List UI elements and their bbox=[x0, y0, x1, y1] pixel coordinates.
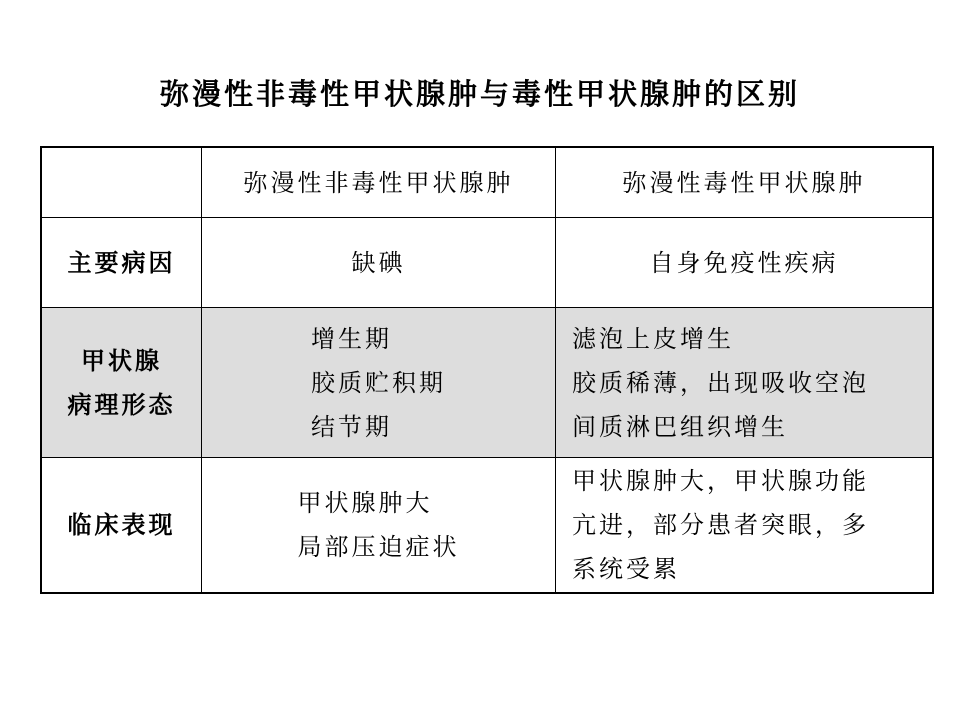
table-corner-cell bbox=[42, 148, 202, 218]
header-cell-nontoxic bbox=[202, 148, 556, 218]
cell-text: 间质淋巴组织增生 bbox=[572, 412, 788, 441]
cell-text: 甲状腺肿大 bbox=[297, 489, 433, 517]
cell-text: 自身免疫性疾病 bbox=[649, 248, 839, 277]
cell-text: 亢进，部分患者突眼，多 bbox=[572, 511, 869, 539]
page-title: 弥漫性非毒性甲状腺肿与毒性甲状腺肿的区别 bbox=[159, 77, 800, 111]
cell-cause-nontoxic bbox=[202, 218, 556, 308]
row-label-text: 临床表现 bbox=[67, 511, 176, 539]
header-label-toxic: 弥漫性毒性甲状腺肿 bbox=[622, 168, 866, 197]
cell-text: 滤泡上皮增生 bbox=[572, 324, 734, 353]
cell-text: 胶质贮积期 bbox=[311, 368, 446, 397]
cell-text-block bbox=[298, 481, 460, 569]
row-label-text: 甲状腺 bbox=[81, 346, 162, 375]
cell-text: 系统受累 bbox=[572, 555, 680, 583]
row-label-text: 主要病因 bbox=[67, 248, 176, 277]
cell-text: 增生期 bbox=[311, 324, 392, 353]
cell-clinical-toxic bbox=[556, 458, 932, 592]
cell-text: 结节期 bbox=[311, 412, 392, 441]
comparison-table bbox=[40, 146, 934, 594]
row-label-text: 病理形态 bbox=[67, 390, 176, 419]
header-cell-toxic bbox=[556, 148, 932, 218]
cell-clinical-nontoxic bbox=[202, 458, 556, 592]
cell-text: 胶质稀薄，出现吸收空泡 bbox=[572, 368, 869, 397]
row-label-cause bbox=[42, 218, 202, 308]
cell-text: 缺碘 bbox=[351, 248, 406, 277]
row-label-pathology bbox=[42, 308, 202, 458]
cell-pathology-toxic bbox=[556, 308, 932, 458]
cell-pathology-nontoxic bbox=[202, 308, 556, 458]
cell-text: 甲状腺肿大，甲状腺功能 bbox=[572, 467, 869, 495]
row-label-clinical bbox=[42, 458, 202, 592]
cell-text-block bbox=[311, 317, 446, 449]
header-label-nontoxic: 弥漫性非毒性甲状腺肿 bbox=[243, 168, 514, 197]
cell-cause-toxic bbox=[556, 218, 932, 308]
cell-text: 局部压迫症状 bbox=[297, 533, 460, 561]
